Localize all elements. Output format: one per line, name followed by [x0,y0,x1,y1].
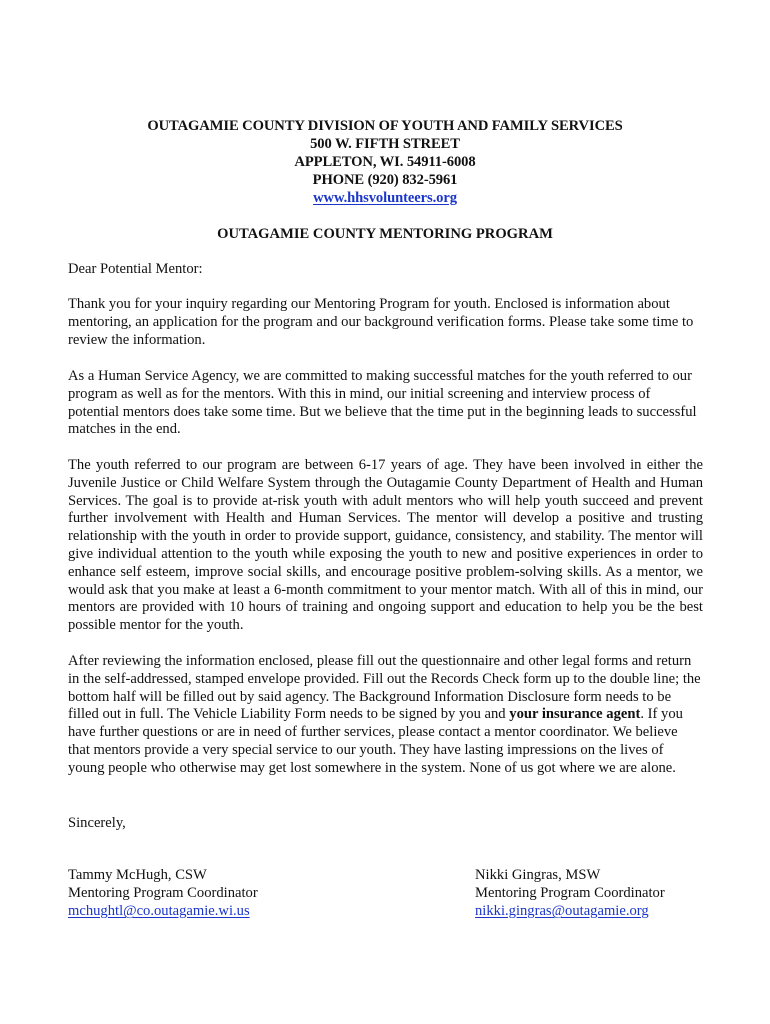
closing: Sincerely, [68,815,126,831]
paragraph-youth: The youth referred to our program are between 6-17 years of age. They have been involved in either the Juvenile Justice or Child Welfare System through the Outagamie County Department of Health and Human Services. The goal is to provide at-risk youth with adult mentors who will help youth succeed and prevent further involvement with Health and Human Services. The mentor will develop a positive and trusting relationship with the youth in order to provide support, guidance, consistency, and stability. The mentor will give individual attention to the youth while exposing the youth to new and positive experiences in order to enhance self esteem, improve social skills, and encourage positive problem-solving skills. As a mentor, we would ask that you make at least a 6-month commitment to your mentor match. With all of this in mind, our mentors are provided with 10 hours of training and ongoing support and education to help you be the best possible mentor for the youth. [68,457,703,634]
street-address: 500 W. FIFTH STREET [310,136,460,152]
instructions-text-start: After reviewing the information enclosed, please fill out the questionnaire and other legal forms and return in the self-addressed, stamped envelope provided. Fill out the Records Check form up to the double line; the bottom half will be filled out by said agency. The Background Information Disclosure form needs to be filled out in full. The Vehicle Liability Form needs to be signed by you and [68,653,701,723]
signatory-email-link[interactable]: nikki.gingras@outagamie.org [475,903,649,919]
paragraph-instructions [68,653,703,778]
salutation: Dear Potential Mentor: [68,261,203,277]
instructions-bold: your insurance agent [509,706,641,723]
signature-block-right [475,866,665,920]
signature-block-left [68,866,258,920]
website-link[interactable]: www.hhsvolunteers.org [313,190,457,206]
instructions-text-end: . If you have further questions or are in need of further services, please contact a mentor coordinator. We believe that mentors provide a very special service to our youth. They have lasting impressions on the lives of young people who otherwise may get lost somewhere in the system. None of us got where we are alone. [68,706,683,776]
program-title: OUTAGAMIE COUNTY MENTORING PROGRAM [217,226,553,242]
signatory-title: Mentoring Program Coordinator [475,885,665,901]
signatory-email-link[interactable]: mchughtl@co.outagamie.wi.us [68,903,250,919]
signatory-title: Mentoring Program Coordinator [68,885,258,901]
org-name: OUTAGAMIE COUNTY DIVISION OF YOUTH AND FAMILY SERVICES [147,118,623,134]
phone-number: PHONE (920) 832-5961 [312,172,458,188]
paragraph-agency: As a Human Service Agency, we are committed to making successful matches for the youth referred to our program as well as for the mentors. With this in mind, our initial screening and interview process of potential mentors does take some time. But we believe that the time put in the beginning leads to successful matches in the end. [68,368,697,438]
signatory-name: Nikki Gingras, MSW [475,867,601,883]
letterhead [0,117,770,207]
signatory-name: Tammy McHugh, CSW [68,867,207,883]
city-address: APPLETON, WI. 54911-6008 [294,154,476,170]
paragraph-intro: Thank you for your inquiry regarding our Mentoring Program for youth. Enclosed is information about mentoring, an application for the program and our background verification forms. Please take some time to review the information. [68,296,694,348]
